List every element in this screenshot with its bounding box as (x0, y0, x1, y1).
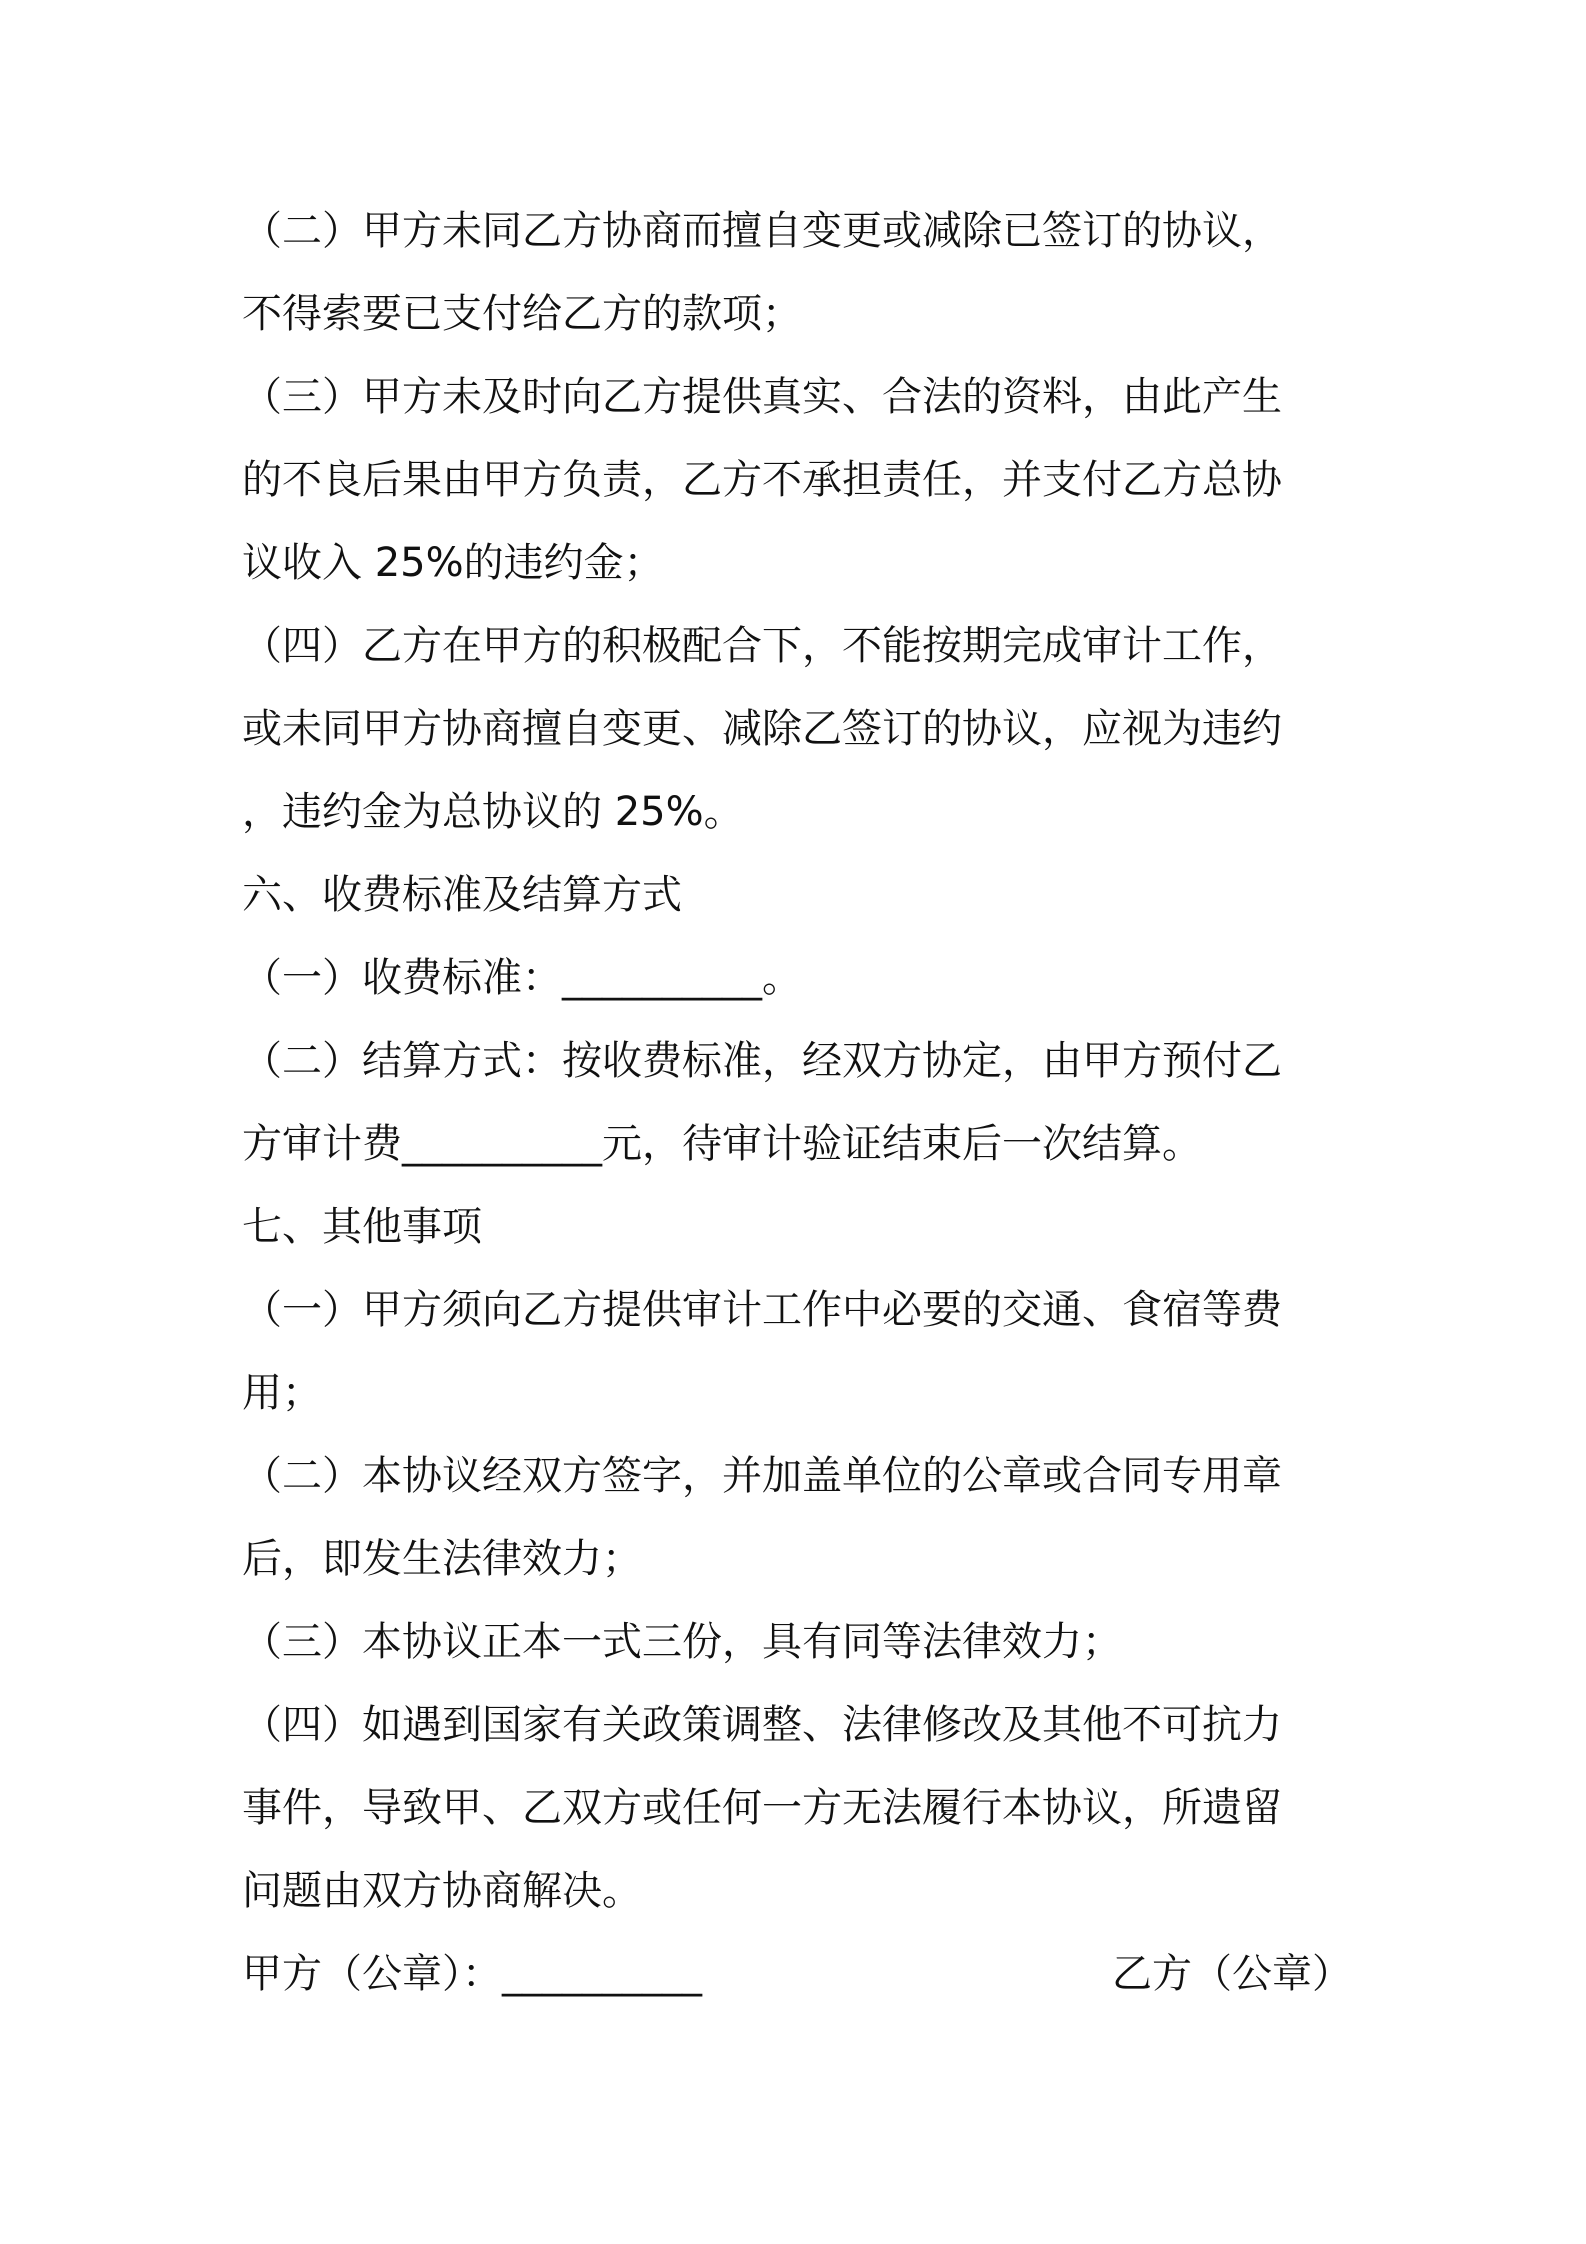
text-line: （三）甲方未及时向乙方提供真实、合法的资料，由此产生 (242, 374, 1282, 420)
clause-fee-standard (242, 937, 1352, 1020)
clause-other-4 (242, 1684, 1352, 1933)
text-line: 或未同甲方协商擅自变更、减除乙签订的协议，应视为违约 (242, 706, 1282, 752)
text-line: 用； (242, 1370, 322, 1416)
party-a-seal-label: 甲方（公章）：__________ (242, 1951, 702, 1997)
text-line: 不得索要已支付给乙方的款项； (242, 291, 802, 337)
text-line: （二）结算方式：按收费标准，经双方协定，由甲方预付乙 (242, 1038, 1282, 1084)
section-heading: 六、收费标准及结算方式 (242, 872, 682, 918)
party-b-seal-label: 乙方（公章） (1112, 1951, 1352, 1997)
clause-other-2 (242, 1435, 1352, 1601)
text-line: （四）乙方在甲方的积极配合下，不能按期完成审计工作， (242, 623, 1282, 669)
signature-row (242, 1933, 1352, 2016)
text-line: （三）本协议正本一式三份，具有同等法律效力； (242, 1619, 1122, 1665)
text-line: 后，即发生法律效力； (242, 1536, 642, 1582)
text-line: （一）收费标准：__________。 (242, 955, 802, 1001)
text-line: 的不良后果由甲方负责，乙方不承担责任，并支付乙方总协 (242, 457, 1282, 503)
text-line: （二）甲方未同乙方协商而擅自变更或减除已签订的协议， (242, 208, 1282, 254)
text-line: ，违约金为总协议的 25%。 (242, 789, 744, 835)
text-line: （四）如遇到国家有关政策调整、法律修改及其他不可抗力 (242, 1702, 1282, 1748)
text-line: （二）本协议经双方签字，并加盖单位的公章或合同专用章 (242, 1453, 1282, 1499)
clause-other-3 (242, 1601, 1352, 1684)
text-line: 议收入 25%的违约金； (242, 540, 664, 586)
text-line: 问题由双方协商解决。 (242, 1868, 642, 1914)
text-line: （一）甲方须向乙方提供审计工作中必要的交通、食宿等费 (242, 1287, 1282, 1333)
clause-2-party-a-change (242, 190, 1352, 356)
clause-other-1 (242, 1269, 1352, 1435)
section-7-heading (242, 1186, 1352, 1269)
clause-settlement-method (242, 1020, 1352, 1186)
section-6-heading (242, 854, 1352, 937)
section-heading: 七、其他事项 (242, 1204, 482, 1250)
text-line: 事件，导致甲、乙双方或任何一方无法履行本协议，所遗留 (242, 1785, 1282, 1831)
clause-4-party-b-default (242, 605, 1352, 854)
clause-3-party-a-materials (242, 356, 1352, 605)
document-page (242, 190, 1352, 2016)
text-line: 方审计费__________元，待审计验证结束后一次结算。 (242, 1121, 1202, 1167)
